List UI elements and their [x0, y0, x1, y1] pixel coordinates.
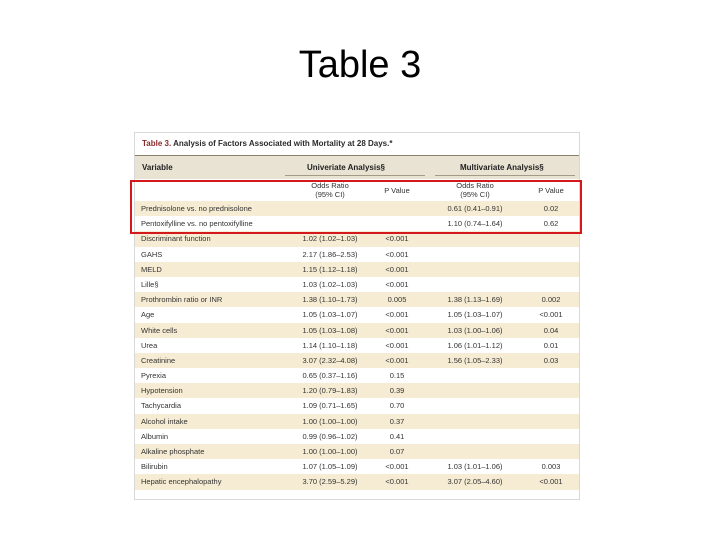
highlight-box: [130, 180, 582, 234]
cell-odds-ratio-multivariate: 1.10 (0.74–1.64): [447, 219, 503, 229]
cell-pvalue-univariate: <0.001: [385, 325, 409, 335]
cell-pvalue-multivariate: 0.04: [543, 325, 559, 335]
cell-variable: Discriminant function: [141, 234, 211, 244]
header-multivariate: Multivariate Analysis§: [460, 163, 544, 172]
subheader-odds-ratio-multi-line1: Odds Ratio: [456, 181, 494, 190]
cell-odds-ratio-univariate: 1.14 (1.10–1.18): [302, 340, 358, 350]
cell-odds-ratio-univariate: 1.00 (1.00–1.00): [302, 447, 358, 456]
header-rule: [135, 155, 579, 156]
cell-odds-ratio-univariate: 1.05 (1.03–1.08): [302, 325, 358, 335]
table-row: [135, 444, 579, 459]
cell-pvalue-multivariate: 0.01: [543, 340, 559, 350]
slide-title: Table 3: [298, 44, 422, 86]
cell-variable: Hypotension: [141, 386, 183, 396]
cell-odds-ratio-multivariate: 1.03 (1.00–1.06): [447, 325, 503, 335]
cell-odds-ratio-multivariate: 3.07 (2.05–4.60): [447, 477, 503, 487]
subheader-odds-ratio-uni-line1: Odds Ratio: [311, 181, 349, 190]
cell-odds-ratio-univariate: 1.20 (0.79–1.83): [302, 386, 358, 396]
multivariate-span-line: [435, 175, 575, 176]
cell-odds-ratio-univariate: 1.07 (1.05–1.09): [302, 462, 358, 472]
cell-variable: Urea: [141, 340, 158, 350]
subheader-pvalue-multi: P Value: [538, 186, 564, 195]
table-caption: [142, 139, 392, 148]
cell-pvalue-univariate: 0.15: [389, 371, 405, 381]
cell-variable: Prothrombin ratio or INR: [141, 295, 223, 305]
cell-pvalue-univariate: 0.39: [389, 386, 405, 396]
cell-pvalue-univariate: <0.001: [385, 310, 409, 320]
cell-odds-ratio-univariate: 1.00 (1.00–1.00): [302, 416, 358, 426]
cell-odds-ratio-multivariate: 0.61 (0.41–0.91): [447, 204, 503, 213]
table-row: [135, 459, 579, 474]
cell-odds-ratio-univariate: 1.02 (1.02–1.03): [302, 234, 358, 244]
cell-odds-ratio-univariate: 1.15 (1.12–1.18): [302, 264, 358, 274]
cell-pvalue-multivariate: <0.001: [539, 477, 563, 487]
table-row: [135, 277, 579, 292]
table-row: [135, 338, 579, 353]
cell-variable: Lille§: [141, 279, 159, 289]
cell-variable: Alkaline phosphate: [141, 447, 205, 456]
table-row: [135, 247, 579, 262]
table-row: [135, 292, 579, 307]
cell-pvalue-univariate: <0.001: [385, 340, 409, 350]
table-row: [135, 474, 579, 489]
subheader-odds-ratio-multi-line2: (95% CI): [460, 190, 490, 199]
cell-variable: White cells: [141, 325, 178, 335]
cell-pvalue-univariate: 0.41: [389, 431, 405, 441]
cell-odds-ratio-univariate: 2.17 (1.86–2.53): [302, 249, 358, 259]
cell-odds-ratio-multivariate: 1.38 (1.13–1.69): [447, 295, 503, 305]
cell-variable: Pyrexia: [141, 371, 167, 381]
table-body: [135, 201, 579, 490]
cell-variable: Creatinine: [141, 355, 176, 365]
cell-variable: Hepatic encephalopathy: [141, 477, 222, 487]
table-row: [135, 307, 579, 322]
cell-variable: Alcohol intake: [141, 416, 188, 426]
cell-variable: Prednisolone vs. no prednisolone: [141, 204, 252, 213]
table-row: [135, 323, 579, 338]
cell-pvalue-multivariate: 0.003: [541, 462, 561, 472]
cell-pvalue-univariate: 0.70: [389, 401, 405, 411]
cell-odds-ratio-multivariate: 1.56 (1.05–2.33): [447, 355, 503, 365]
cell-variable: Albumin: [141, 431, 169, 441]
cell-variable: MELD: [141, 264, 162, 274]
cell-variable: Tachycardia: [141, 401, 182, 411]
cell-pvalue-univariate: 0.37: [389, 416, 405, 426]
cell-odds-ratio-univariate: 0.99 (0.96–1.02): [302, 431, 358, 441]
table-row: [135, 383, 579, 398]
cell-pvalue-univariate: <0.001: [385, 234, 409, 244]
cell-odds-ratio-univariate: 1.03 (1.02–1.03): [302, 279, 358, 289]
table-row: [135, 398, 579, 413]
subheader-pvalue-uni: P Value: [384, 186, 410, 195]
cell-pvalue-multivariate: <0.001: [539, 310, 563, 320]
cell-odds-ratio-univariate: 1.05 (1.03–1.07): [302, 310, 358, 320]
cell-pvalue-univariate: 0.005: [387, 295, 407, 305]
table-row: [135, 414, 579, 429]
table-caption-text: Analysis of Factors Associated with Mortality at 28 Days.*: [171, 139, 393, 148]
cell-odds-ratio-univariate: 0.65 (0.37–1.16): [302, 371, 358, 381]
cell-odds-ratio-multivariate: 1.06 (1.01–1.12): [447, 340, 503, 350]
table-row: [135, 368, 579, 383]
table-caption-label: Table 3.: [142, 139, 172, 148]
table-row: [135, 429, 579, 444]
cell-pvalue-multivariate: 0.002: [541, 295, 561, 305]
cell-pvalue-univariate: <0.001: [385, 355, 409, 365]
univariate-span-line: [285, 175, 425, 176]
cell-pvalue-multivariate: 0.02: [543, 204, 559, 213]
cell-pvalue-univariate: 0.07: [389, 447, 405, 456]
cell-pvalue-univariate: <0.001: [385, 249, 409, 259]
table-row: [135, 262, 579, 277]
cell-odds-ratio-univariate: 1.09 (0.71–1.65): [302, 401, 358, 411]
cell-pvalue-univariate: <0.001: [385, 264, 409, 274]
subheader-odds-ratio-uni-line2: (95% CI): [315, 190, 345, 199]
cell-odds-ratio-univariate: 1.38 (1.10–1.73): [302, 295, 358, 305]
cell-odds-ratio-multivariate: 1.03 (1.01–1.06): [447, 462, 503, 472]
cell-odds-ratio-univariate: 3.07 (2.32–4.08): [302, 355, 358, 365]
cell-pvalue-multivariate: 0.62: [543, 219, 559, 229]
header-univariate: Univeriate Analysis§: [307, 163, 385, 172]
cell-variable: GAHS: [141, 249, 163, 259]
cell-variable: Pentoxifylline vs. no pentoxifylline: [141, 219, 253, 229]
cell-variable: Bilirubin: [141, 462, 168, 472]
header-variable: Variable: [142, 163, 173, 172]
cell-odds-ratio-multivariate: 1.05 (1.03–1.07): [447, 310, 503, 320]
cell-pvalue-univariate: <0.001: [385, 279, 409, 289]
cell-variable: Age: [141, 310, 155, 320]
cell-pvalue-multivariate: 0.03: [543, 355, 559, 365]
cell-pvalue-univariate: <0.001: [385, 477, 409, 487]
cell-pvalue-univariate: <0.001: [385, 462, 409, 472]
table-row: [135, 353, 579, 368]
cell-odds-ratio-univariate: 3.70 (2.59–5.29): [302, 477, 358, 487]
